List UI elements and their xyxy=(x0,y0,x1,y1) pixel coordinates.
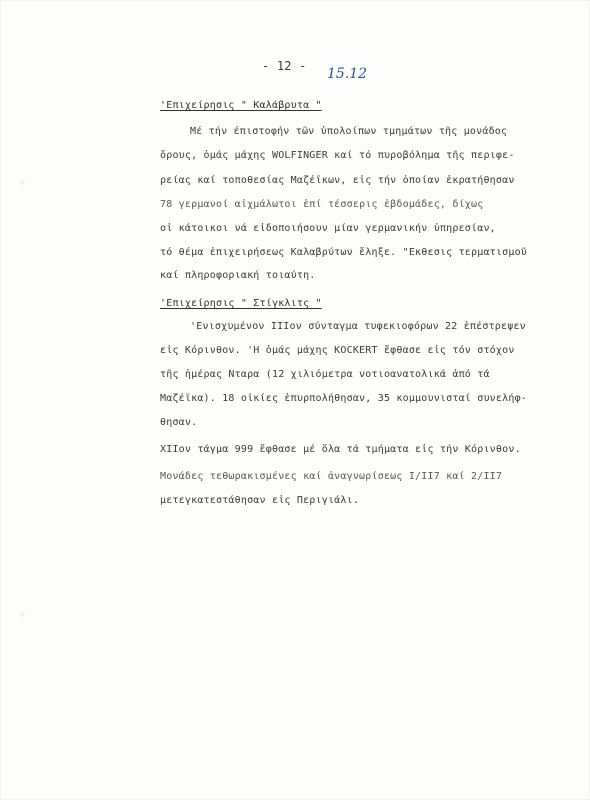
text-line: XIIον τάγμα 999 ἔφθασε μέ ὅλα τά τμήματα εἰς τήν Κόρινθον. xyxy=(160,444,521,455)
punch-hole-mark xyxy=(20,180,25,185)
text-line: 'Ενισχυμένον IIIον σύνταγμα τυφεκιοφόρων 22 ἐπέστρεψεν xyxy=(190,321,526,332)
text-line: καί πληροφοριακή τοιαύτη. xyxy=(160,270,316,281)
text-line: ρείας καί τοποθεσίας Μαζέϊκων, εἰς τήν ὁποίαν ἐκρατήθησαν xyxy=(160,175,515,186)
text-line: ὄρους, ὁμάς μάχης WOLFINGER καί τό πυροβόλημα τῆς περιφε- xyxy=(160,150,515,161)
text-line: Μαζέϊκα). 18 οἰκίες ἐπυρπολήθησαν, 35 κομμουνισταί συνελήφ- xyxy=(160,393,528,404)
text-line: Μέ τήν έπιστοφήν τῶν ὑπολοίπων τμημάτων τῆς μονάδος xyxy=(190,126,508,137)
punch-hole-mark xyxy=(20,612,25,617)
text-line: τό θέμα ἐπιχειρήσεως Καλαβρύτων ἔληξε. "Εκθεσις τερματισμοῦ xyxy=(160,247,528,258)
text-line: οἱ κάτοικοι νά εἰδοποιήσουν μίαν γερμανικήν ὑπηρεσίαν, xyxy=(160,223,496,234)
text-line: Μονάδες τεθωρακισμένες καί ἀναγνωρίσεως I/II7 καί 2/II7 xyxy=(160,471,503,482)
handwritten-date: 15.12 xyxy=(327,66,368,82)
text-line: θησαν. xyxy=(160,417,198,428)
page-number: - 12 - xyxy=(262,59,307,73)
text-line: τῆς ἡμέρας Νταρα (12 χιλιόμετρα νοτιοανατολικά ἀπό τά xyxy=(160,369,490,380)
text-line: 78 γερμανοί αἰχμάλωτοι ἐπί τέσσερις ἑβδομάδες, δίχως xyxy=(160,199,484,210)
section-heading-stieglitz: 'Επιχείρησις " Στίγκλιτς " xyxy=(160,298,322,309)
text-line: μετεγκατεστάθησαν εἰς Περιγιάλι. xyxy=(160,495,360,506)
section-heading-kalavryta: 'Επιχείρησις " Καλάβρυτα " xyxy=(160,100,322,111)
text-line: εἰς Κόρινθον. 'Η ὁμάς μάχης KOCKERT ἔφθασε εἰς τόν στόχον xyxy=(160,345,515,356)
